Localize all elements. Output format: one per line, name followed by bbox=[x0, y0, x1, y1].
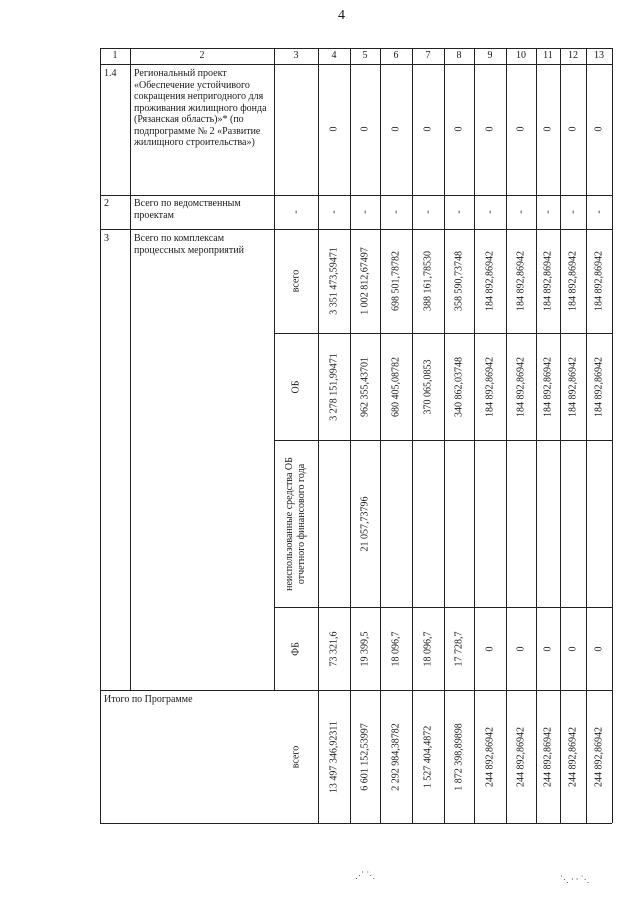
cell-value: 184 892,86942 bbox=[484, 251, 496, 311]
cell-value: 184 892,86942 bbox=[484, 356, 496, 417]
subrow-label: неиспользованные средства ОБ отчетного финансового года bbox=[284, 456, 307, 591]
cell-value: 0 bbox=[515, 646, 527, 651]
cell-value: 18 096,7 bbox=[390, 631, 402, 666]
column-number: 12 bbox=[568, 50, 578, 61]
cell-value: 244 892,86942 bbox=[567, 726, 579, 787]
cell-value: 388 161,78530 bbox=[422, 251, 434, 311]
cell-value: 0 bbox=[593, 646, 605, 651]
cell-value: 244 892,86942 bbox=[484, 726, 496, 787]
cell-value: 6 601 152,53997 bbox=[359, 722, 371, 791]
cell-value: 0 bbox=[453, 126, 465, 132]
subrow-label: ОБ bbox=[290, 380, 302, 393]
column-number: 6 bbox=[393, 50, 399, 61]
subrow-label: всего bbox=[290, 745, 302, 768]
table-rule bbox=[444, 48, 445, 823]
cell-value: 184 892,86942 bbox=[593, 356, 605, 417]
column-number: 11 bbox=[543, 50, 553, 61]
cell-value: - bbox=[390, 210, 402, 214]
cell-value: 21 057,73796 bbox=[359, 496, 371, 551]
cell-value: 73 321,6 bbox=[328, 631, 340, 666]
cell-value: - bbox=[359, 210, 371, 214]
cell-value: 184 892,86942 bbox=[567, 356, 579, 417]
cell-value: 1 527 404,4872 bbox=[422, 725, 434, 788]
cell-value: 184 892,86942 bbox=[515, 356, 527, 417]
column-number: 10 bbox=[516, 50, 526, 61]
column-number: 13 bbox=[594, 50, 604, 61]
cell-value: - bbox=[484, 210, 496, 214]
cell-value: 244 892,86942 bbox=[593, 726, 605, 787]
row-title: Всего по ведомственным проектам bbox=[134, 198, 241, 221]
table-rule bbox=[274, 440, 612, 441]
table-rule bbox=[560, 48, 561, 823]
cell-value: 1 872 398,89898 bbox=[453, 722, 465, 791]
cell-value: 358 590,73748 bbox=[453, 251, 465, 311]
cell-value: 0 bbox=[542, 126, 554, 132]
table-rule bbox=[474, 48, 475, 823]
cell-value: 13 497 346,92311 bbox=[328, 720, 340, 793]
table-rule bbox=[412, 48, 413, 823]
cell-value: 19 399,5 bbox=[359, 631, 371, 666]
cell-value: 0 bbox=[359, 126, 371, 132]
cell-value: 3 351 473,59471 bbox=[328, 247, 340, 315]
scan-mark: ⋱ ⸱ ⸱ ⋱ bbox=[560, 874, 590, 884]
cell-value: 184 892,86942 bbox=[593, 251, 605, 311]
total-title: Итого по Программе bbox=[104, 694, 193, 705]
table-rule bbox=[506, 48, 507, 823]
row-title: Региональный проект «Обеспечение устойчивого сокращения непригодного для проживания жилищного фонда (Рязанская область)»* (по подпрограмме № 2 «Развитие жилищного строительства») bbox=[134, 68, 267, 148]
cell-value: 698 501,78782 bbox=[390, 251, 402, 311]
table-rule bbox=[130, 48, 131, 690]
cell-value: 0 bbox=[567, 646, 579, 651]
cell-value: 18 096,7 bbox=[422, 631, 434, 666]
cell-value: 0 bbox=[515, 126, 527, 132]
cell-value: 0 bbox=[484, 126, 496, 132]
column-number: 3 bbox=[293, 50, 299, 61]
column-number: 2 bbox=[199, 50, 205, 61]
table-rule bbox=[274, 48, 275, 690]
cell-value: - bbox=[290, 210, 302, 214]
row-number: 1.4 bbox=[104, 68, 117, 79]
cell-value: 1 002 812,67497 bbox=[359, 247, 371, 315]
table-rule bbox=[274, 607, 612, 608]
cell-value: 0 bbox=[328, 126, 340, 132]
cell-value: 0 bbox=[542, 646, 554, 651]
cell-value: - bbox=[567, 210, 579, 214]
cell-value: 0 bbox=[390, 126, 402, 132]
subrow-label: всего bbox=[290, 269, 302, 293]
cell-value: 244 892,86942 bbox=[515, 726, 527, 787]
subrow-label: ФБ bbox=[290, 641, 302, 656]
cell-value: 962 355,43701 bbox=[359, 356, 371, 417]
cell-value: 244 892,86942 bbox=[542, 726, 554, 787]
column-number: 9 bbox=[487, 50, 493, 61]
column-number: 8 bbox=[456, 50, 462, 61]
row-title: Всего по комплексам процессных мероприятий bbox=[134, 233, 244, 256]
cell-value: - bbox=[422, 210, 434, 214]
table-rule bbox=[274, 333, 612, 334]
cell-value: 184 892,86942 bbox=[515, 251, 527, 311]
table-rule bbox=[380, 48, 381, 823]
table-rule bbox=[100, 823, 612, 824]
page-number: 4 bbox=[338, 8, 345, 23]
table-rule bbox=[350, 48, 351, 823]
cell-value: 17 728,7 bbox=[453, 631, 465, 666]
row-number: 3 bbox=[104, 233, 109, 244]
table-rule bbox=[612, 48, 613, 823]
column-number: 5 bbox=[362, 50, 368, 61]
cell-value: 184 892,86942 bbox=[567, 251, 579, 311]
row-number: 2 bbox=[104, 198, 109, 209]
cell-value: - bbox=[515, 210, 527, 214]
column-number: 4 bbox=[331, 50, 337, 61]
table-rule bbox=[318, 48, 319, 823]
cell-value: 0 bbox=[422, 126, 434, 132]
cell-value: 370 065,0853 bbox=[422, 359, 434, 414]
column-number: 1 bbox=[112, 50, 118, 61]
cell-value: - bbox=[328, 210, 340, 214]
cell-value: - bbox=[593, 210, 605, 214]
table-rule bbox=[536, 48, 537, 823]
cell-value: 0 bbox=[484, 646, 496, 651]
cell-value: 680 405,08782 bbox=[390, 356, 402, 417]
table-rule bbox=[586, 48, 587, 823]
cell-value: 3 278 151,99471 bbox=[328, 352, 340, 421]
scan-mark: ⋰ ⋱ bbox=[355, 870, 376, 880]
cell-value: 2 292 984,38782 bbox=[390, 722, 402, 791]
cell-value: 0 bbox=[567, 126, 579, 132]
cell-value: 0 bbox=[593, 126, 605, 132]
cell-value: 184 892,86942 bbox=[542, 356, 554, 417]
table-rule bbox=[100, 48, 101, 823]
cell-value: - bbox=[453, 210, 465, 214]
cell-value: 184 892,86942 bbox=[542, 251, 554, 311]
cell-value: 340 862,03748 bbox=[453, 356, 465, 417]
cell-value: - bbox=[542, 210, 554, 214]
column-number: 7 bbox=[425, 50, 431, 61]
